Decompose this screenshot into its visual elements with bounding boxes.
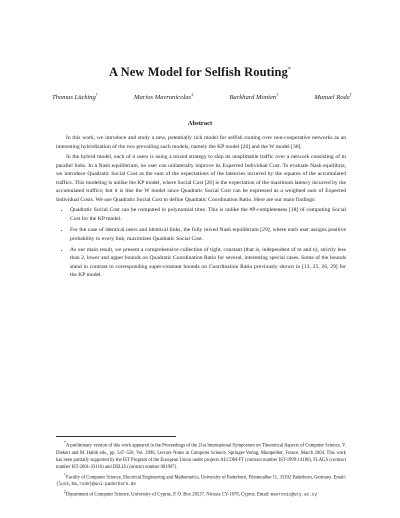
author: Marios Mavronicolas‡: [134, 92, 194, 102]
abstract-heading: Abstract: [187, 120, 213, 127]
author-list: [52, 92, 352, 101]
paper-title: [0, 65, 400, 80]
author: Burkhard Monien†: [229, 92, 279, 102]
author: Thomas Lücking†: [52, 92, 99, 102]
abstract-paragraph: In this work, we introduce and study a new, potentially rich model for selfish routing over non-cooperative networks as an interesting hybridization of the two prevailing such models, namely the KP model [26] and the W model [36].: [56, 135, 346, 150]
footnote: †Faculty of Computer Science, Electrical Engineering and Mathematics, University of Paderborn, Fürstenallee 11, 33102 Paderborn, Germany. Email: {luck,bm,rode}@uni-paderborn.de: [56, 472, 346, 488]
footnote-rule: [56, 436, 176, 437]
footnote: *A preliminary version of this work appeared in the Proceedings of the 21st International Symposium on Theoretical Aspects of Computer Science, V. Diekert and M. Habib eds., pp. 547–558, Vol. 2996, Lecture Notes in Computer Science, Springer-Verlag, Montpellier, France, March 2004. This work has been partially supported by the IST Program of the European Union under projects ALCOM-FT (contract number IST-1999-14186), FLAGS (contract number IST-2001-33116) and DELIS (contract number 001907).: [56, 441, 346, 470]
email-address[interactable]: {luck,bm,rode}@uni-paderborn.de: [56, 482, 136, 488]
finding-item: • For the case of identical users and identical links, the fully mixed Nash equilibrium [29], where each user assigns positive probability to every link, maximizes Quadratic Social Cost.: [70, 226, 346, 243]
abstract-body: [56, 134, 346, 282]
finding-item: • Quadratic Social Cost can be computed in polynomial time. This is unlike the #P-completeness [18] of computing Social Cost for the KP model.: [70, 206, 346, 223]
findings-list: [56, 206, 346, 279]
footnote: ‡Department of Computer Science, University of Cyprus, P. O. Box 20537, Nicosia CY-1678, Cyprus. Email: mavronic@ucy.ac.cy: [64, 490, 318, 498]
footnotes: [56, 440, 346, 500]
title-text: A New Model for Selfish Routing: [108, 65, 288, 79]
title-footnote-mark: *: [287, 66, 292, 73]
finding-item: • As our main result, we present a comprehensive collection of tight, constant (that is, independent of m and n), strictly less than 2, lower and upper bounds on Quadratic Coordination Ratio for several, interesting special cases. Some of the bounds stand in contrast to corresponding super-constant bounds on Coordination Ratio previously shown in [13, 25, 26, 29] for the KP model.: [70, 246, 346, 280]
email-address[interactable]: mavronic@ucy.ac.cy: [270, 492, 318, 498]
author: Manuel Rode†: [314, 92, 352, 102]
abstract-paragraph: In the hybrid model, each of n users is using a mixed strategy to ship its unsplittable traffic over a network consisting of m parallel links. In a Nash equilibrium, no user can unilaterally improve its Expected Individual Cost. To evaluate Nash equilibria, we introduce Quadratic Social Cost as the sum of the expectations of the latencies incurred by the squares of the accumulated traffics. This modeling is unlike the KP model, where Social Cost [26] is the expectation of the maximum latency incurred by the accumulated traffics; but it is like the W model since Quadratic Social Cost can be expressed as a weighted sum of Expected Individual Costs. We use Quadratic Social Cost to define Quadratic Coordination Ratio. Here are our main findings:: [56, 154, 346, 203]
